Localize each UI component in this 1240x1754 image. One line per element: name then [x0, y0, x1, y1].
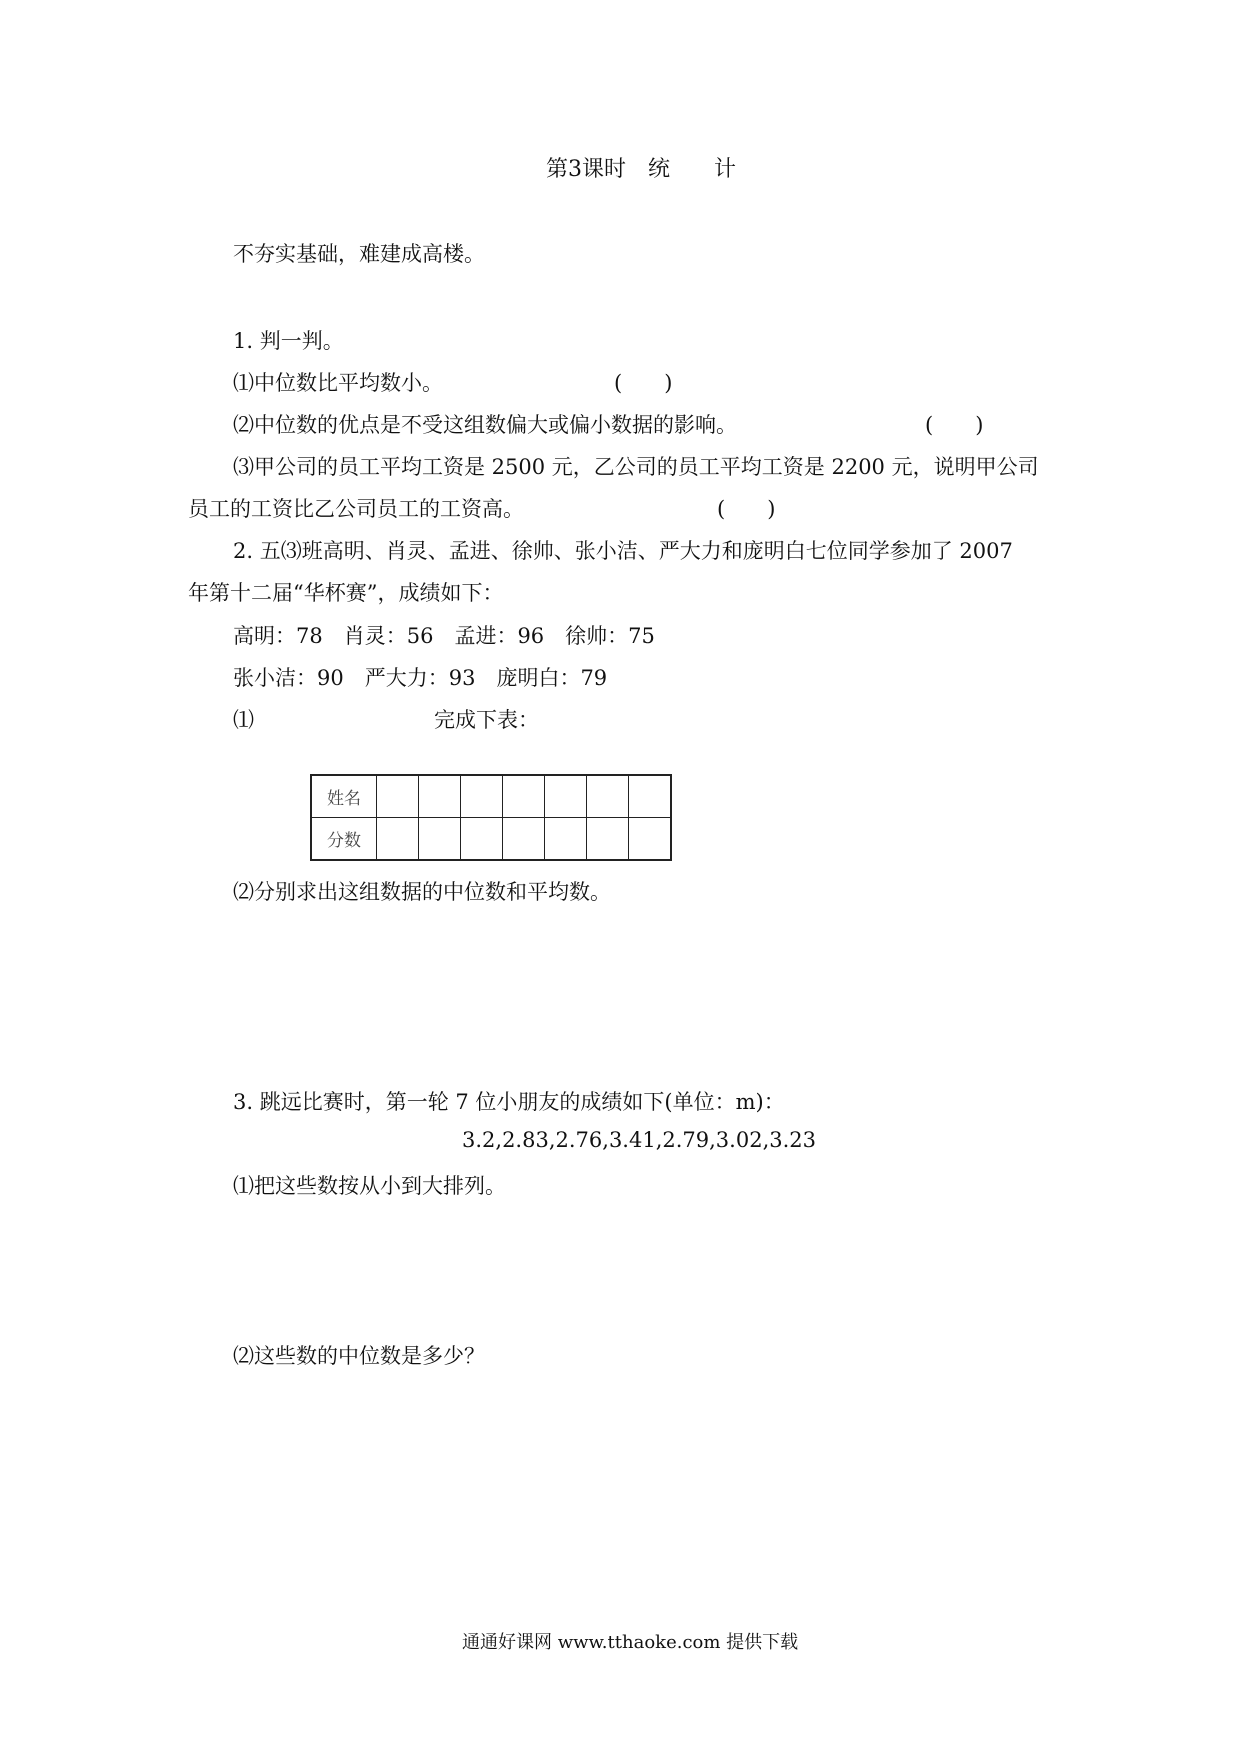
footer-credit: 通通好课网 www.tthaoke.com 提供下载: [462, 1632, 799, 1653]
score-cell[interactable]: [377, 818, 419, 861]
answer-paren-2[interactable]: ( ): [925, 413, 984, 437]
jump-data: 3.2,2.83,2.76,3.41,2.79,3.02,3.23: [462, 1128, 816, 1152]
score-cell[interactable]: [419, 818, 461, 861]
question-1-item-2: ⑵中位数的优点是不受这组数偏大或偏小数据的影响。: [233, 413, 737, 437]
score-cell[interactable]: [629, 818, 672, 861]
score-cell[interactable]: [545, 818, 587, 861]
motto: 不夯实基础，难建成高楼。: [233, 242, 485, 266]
table-row-scores: [311, 818, 671, 861]
question-2-sub-1-text: 完成下表：: [434, 708, 539, 732]
scores-line-1: 高明：78 肖灵：56 孟进：96 徐帅：75: [233, 624, 655, 648]
question-2-line-2: 年第十二届“华杯赛”，成绩如下：: [188, 581, 504, 605]
question-1-item-3: ⑶甲公司的员工平均工资是 2500 元，乙公司的员工平均工资是 2200 元，说明甲公司: [233, 455, 1039, 479]
name-cell[interactable]: [377, 775, 419, 818]
name-cell[interactable]: [503, 775, 545, 818]
score-cell[interactable]: [587, 818, 629, 861]
question-2-line-1: 2. 五⑶班高明、肖灵、孟进、徐帅、张小洁、严大力和庞明白七位同学参加了 2007: [233, 539, 1013, 563]
question-3-line-1: 3. 跳远比赛时，第一轮 7 位小朋友的成绩如下(单位：m)：: [233, 1090, 785, 1114]
question-3-sub-1: ⑴把这些数按从小到大排列。: [233, 1174, 506, 1198]
score-table: [310, 774, 672, 861]
name-cell[interactable]: [545, 775, 587, 818]
scores-line-2: 张小洁：90 严大力：93 庞明白：79: [233, 666, 608, 690]
table-row-names: [311, 775, 671, 818]
question-2-sub-2: ⑵分别求出这组数据的中位数和平均数。: [233, 880, 611, 904]
score-cell[interactable]: [503, 818, 545, 861]
name-cell[interactable]: [419, 775, 461, 818]
question-1-heading: 1. 判一判。: [233, 329, 344, 353]
question-1-item-1: ⑴中位数比平均数小。: [233, 371, 443, 395]
name-cell[interactable]: [629, 775, 672, 818]
name-cell[interactable]: [461, 775, 503, 818]
page-title: 第3课时 统 计: [546, 157, 736, 182]
table-label-score: 分数: [311, 818, 377, 861]
question-2-sub-1-number: ⑴: [233, 708, 254, 732]
answer-paren-3[interactable]: ( ): [717, 497, 776, 521]
table-label-name: 姓名: [311, 775, 377, 818]
answer-paren-1[interactable]: ( ): [614, 371, 673, 395]
name-cell[interactable]: [587, 775, 629, 818]
score-cell[interactable]: [461, 818, 503, 861]
question-3-sub-2: ⑵这些数的中位数是多少？: [233, 1344, 485, 1368]
question-1-item-3-cont: 员工的工资比乙公司员工的工资高。: [188, 497, 524, 521]
